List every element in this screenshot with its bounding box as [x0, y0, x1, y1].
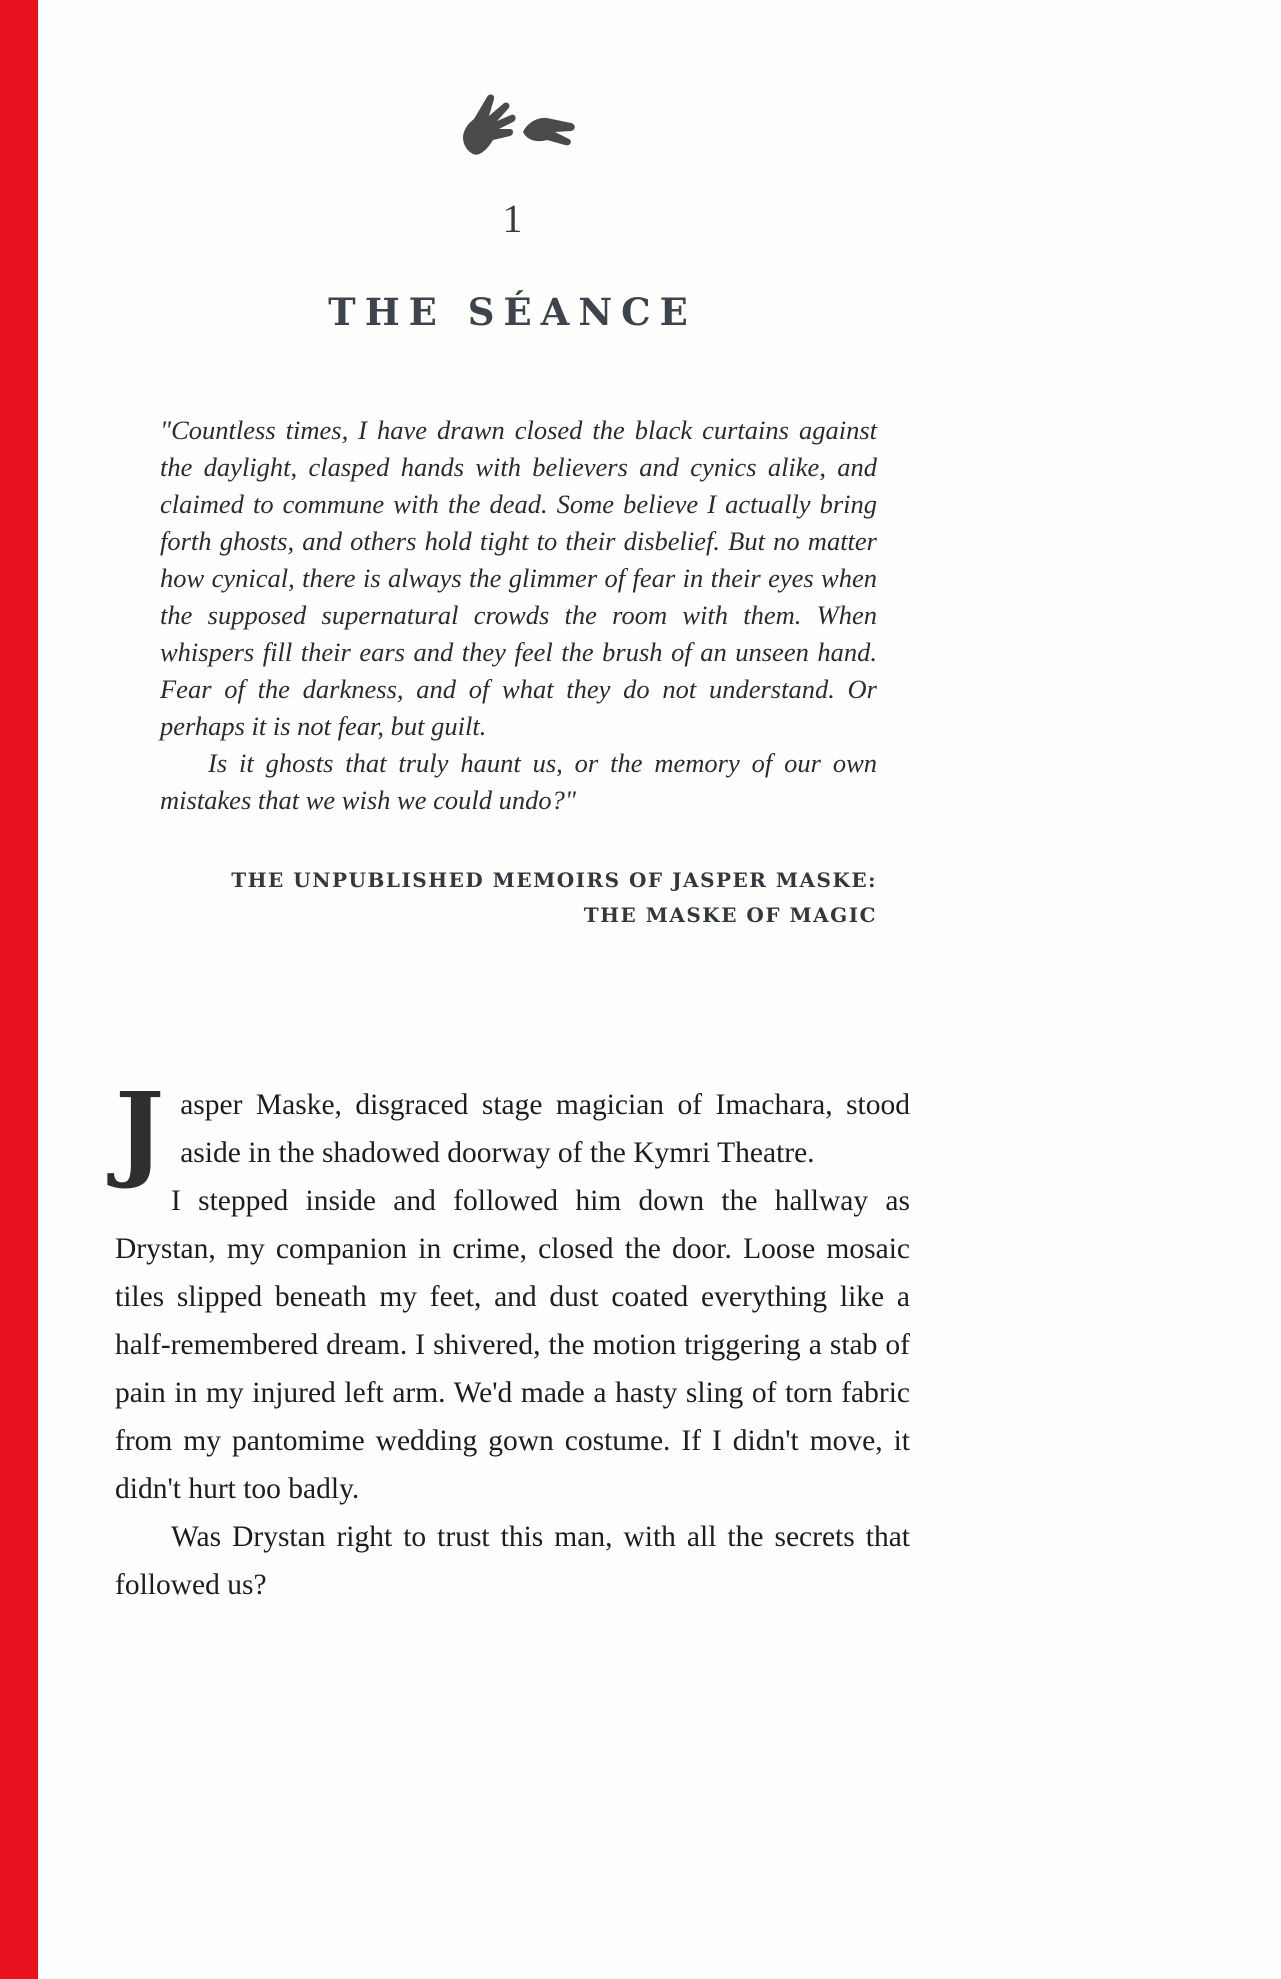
magician-hands-ornament-icon [115, 88, 910, 173]
epigraph-paragraph-2: Is it ghosts that truly haunt us, or the memory of our own mistakes that we wish we could undo?" [160, 748, 877, 815]
chapter-title: THE SÉANCE [328, 290, 697, 334]
book-spine-edge [0, 0, 38, 1979]
body-paragraph-3: Was Drystan right to trust this man, with all the secrets that followed us? [115, 1521, 910, 1601]
epigraph [115, 412, 910, 819]
epigraph-paragraph-1: "Countless times, I have drawn closed the black curtains against the daylight, clasped hands with believers and cynics alike, and claimed to commune with the dead. Some believe I actually bring forth ghosts, and others hold tight to their disbelief. But no matter how cynical, there is always the glimmer of fear in their eyes when the supposed supernatural crowds the room with them. When whispers fill their ears and they feel the brush of an unseen hand. Fear of the darkness, and of what they do not understand. Or perhaps it is not fear, but guilt. [160, 415, 877, 741]
epigraph-attribution [115, 863, 910, 933]
body-paragraph-2: I stepped inside and followed him down the hallway as Drystan, my companion in crime, closed the door. Loose mosaic tiles slipped beneath my feet, and dust coated everything like a half-remembered dream. I shivered, the motion triggering a stab of pain in my injured left arm. We'd made a hasty sling of torn fabric from my pantomime wedding gown costume. If I didn't move, it didn't hurt too badly. [115, 1185, 910, 1505]
chapter-number: 1 [502, 196, 523, 241]
chapter-body [115, 1069, 910, 1609]
drop-cap: J [115, 1069, 165, 1192]
attribution-line-2: THE MASKE OF MAGIC [583, 903, 877, 927]
attribution-line-1: THE UNPUBLISHED MEMOIRS OF JASPER MASKE: [231, 868, 877, 892]
body-paragraph-1-text: asper Maske, disgraced stage magician of Imachara, stood aside in the shadowed doorway of the Kymri Theatre. [180, 1089, 910, 1169]
body-paragraph-1 [115, 1069, 910, 1192]
page-content [115, 0, 910, 1609]
